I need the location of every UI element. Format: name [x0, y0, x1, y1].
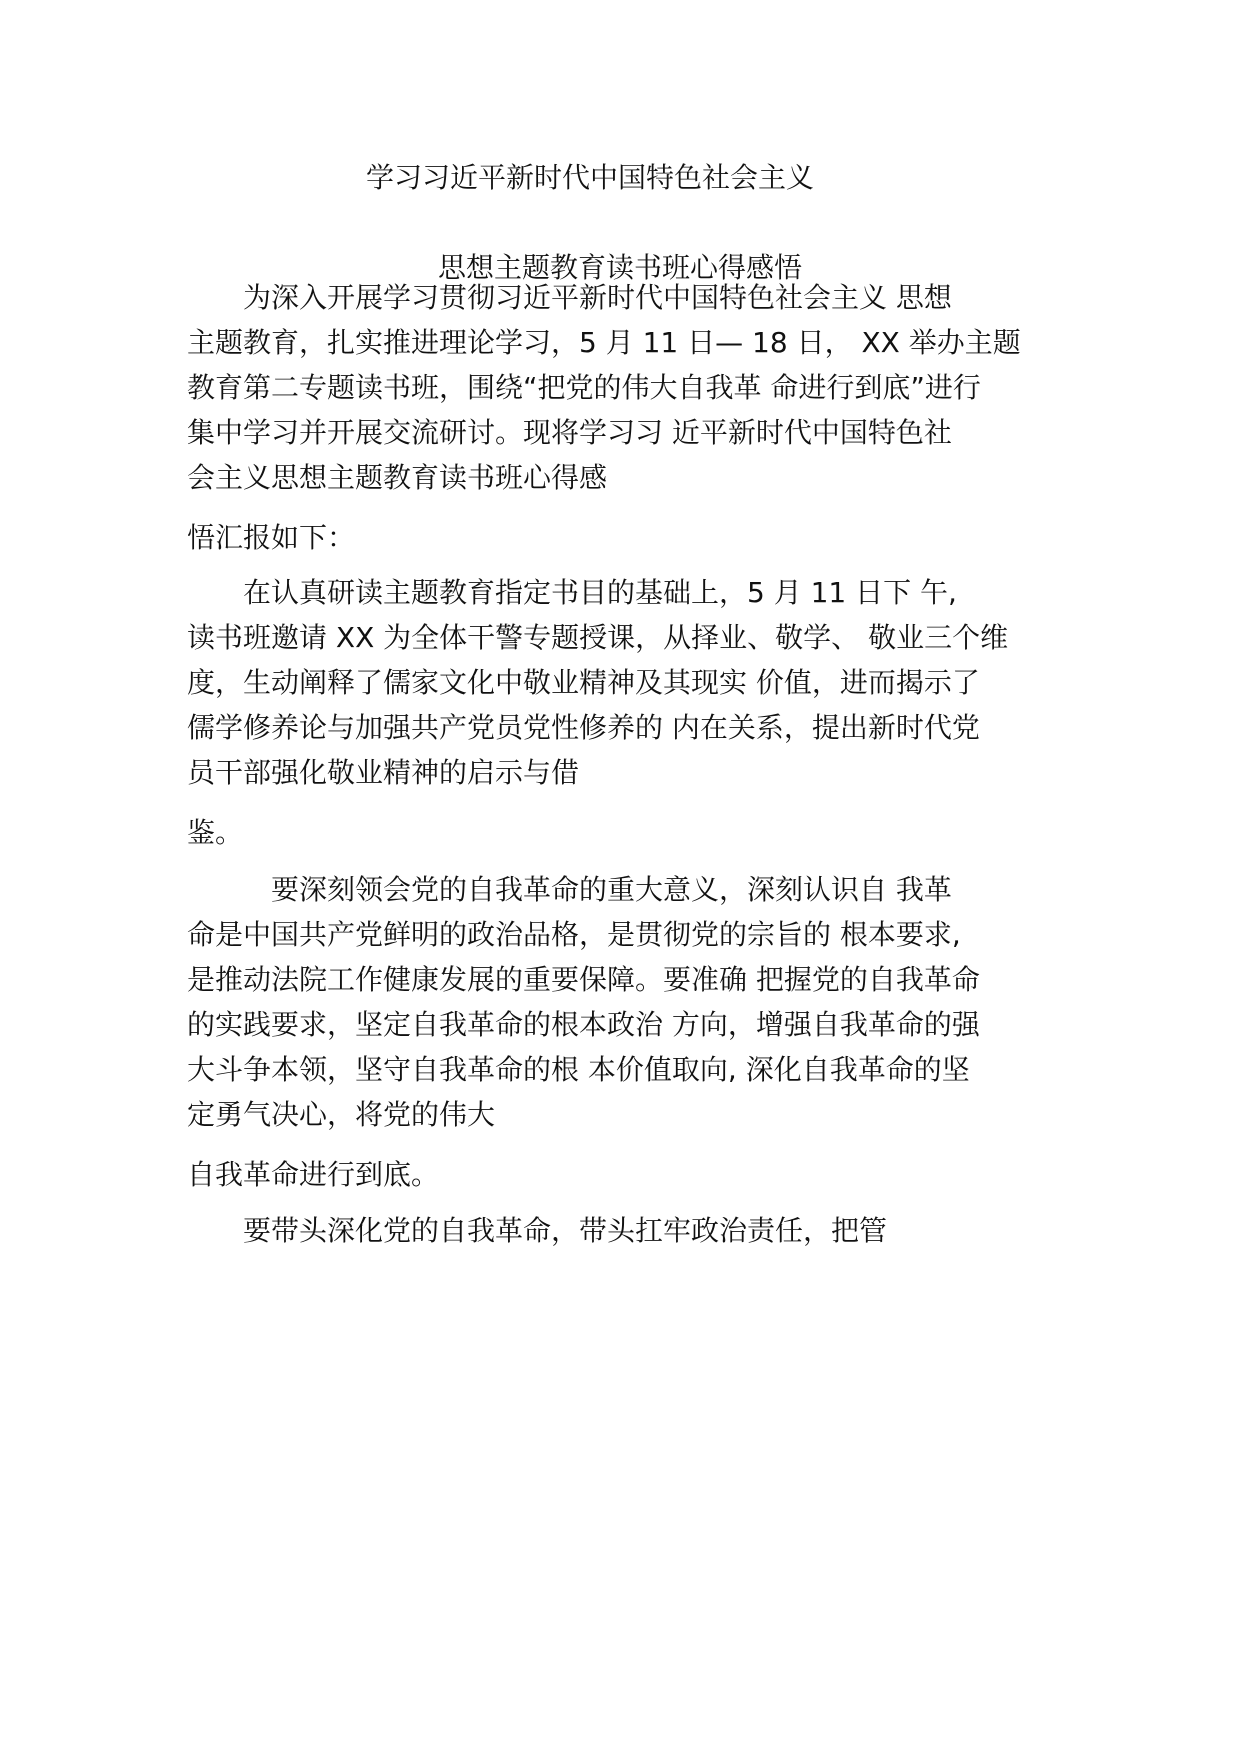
body-text-line: 是推动法院工作健康发展的重要保障。要准确 把握党的自我革命 — [187, 963, 980, 996]
body-text-line: 自我革命进行到底。 — [187, 1158, 440, 1191]
body-text-line: 要深刻领会党的自我革命的重大意义，深刻认识自 我革 — [187, 873, 952, 906]
body-text-line: 为深入开展学习贯彻习近平新时代中国特色社会主义 思想 — [187, 281, 952, 314]
body-text-line: 在认真研读主题教育指定书目的基础上，5 月 11 日下 午, — [187, 576, 957, 609]
body-text-line: 命是中国共产党鲜明的政治品格，是贯彻党的宗旨的 根本要求, — [187, 918, 961, 951]
body-text-line: 主题教育，扎实推进理论学习，5 月 11 日— 18 日， XX 举办主题 — [187, 326, 1021, 359]
body-text-line: 员干部强化敬业精神的启示与借 — [187, 756, 580, 789]
body-text-line: 大斗争本领，坚守自我革命的根 本价值取向, 深化自我革命的坚 — [187, 1053, 970, 1086]
body-text-line: 教育第二专题读书班，围绕“把党的伟大自我革 命进行到底”进行 — [187, 371, 981, 404]
body-text-line: 会主义思想主题教育读书班心得感 — [187, 461, 608, 494]
body-text-line: 要带头深化党的自我革命，带头扛牢政治责任，把管 — [187, 1214, 888, 1247]
body-text-line: 集中学习并开展交流研讨。现将学习习 近平新时代中国特色社 — [187, 416, 952, 449]
body-text-line: 读书班邀请 XX 为全体干警专题授课，从择业、敬学、 敬业三个维 — [187, 621, 1009, 654]
body-text-line: 定勇气决心，将党的伟大 — [187, 1098, 496, 1131]
body-text-line: 的实践要求，坚定自我革命的根本政治 方向，增强自我革命的强 — [187, 1008, 980, 1041]
body-text-line: 悟汇报如下： — [187, 521, 356, 554]
body-text-line: 儒学修养论与加强共产党员党性修养的 内在关系，提出新时代党 — [187, 711, 980, 744]
body-text-line: 度，生动阐释了儒家文化中敬业精神及其现实 价值，进而揭示了 — [187, 666, 980, 699]
document-title-line-1: 学习习近平新时代中国特色社会主义 — [365, 161, 814, 194]
body-text-line: 鉴。 — [187, 816, 244, 849]
document-title-line-2: 思想主题教育读书班心得感悟 — [437, 251, 802, 284]
